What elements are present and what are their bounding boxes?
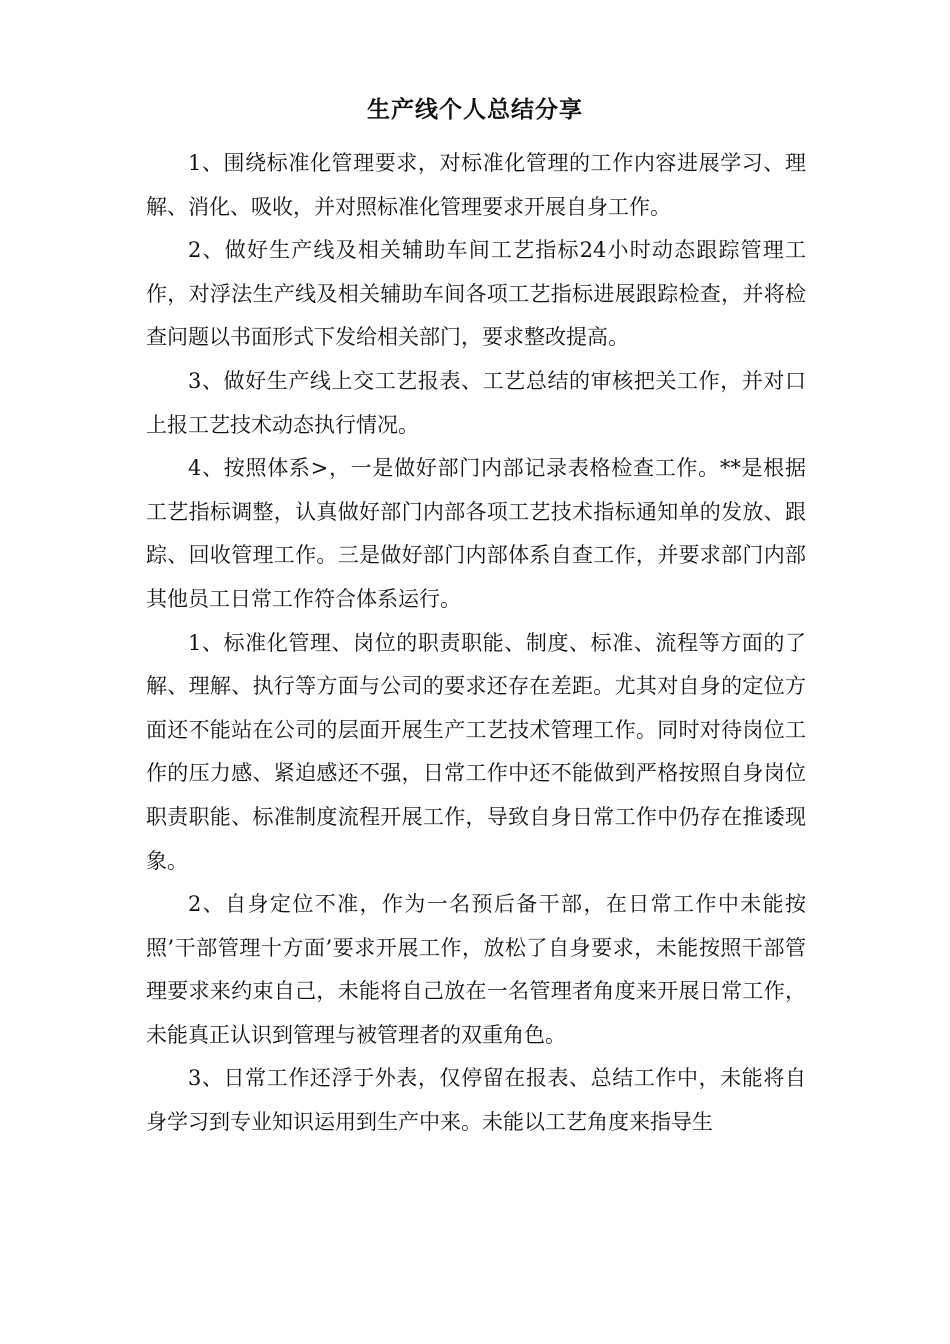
paragraph-4: 4、按照体系>，一是做好部门内部记录表格检查工作。**是根据工艺指标调整，认真做好部门内部各项工艺技术指标通知单的发放、跟踪、回收管理工作。三是做好部门内部体系自查工作，并要求部门内部其他员工日常工作符合体系运行。 [146, 456, 806, 611]
paragraph-3: 3、做好生产线上交工艺报表、工艺总结的审核把关工作，并对口上报工艺技术动态执行情况。 [146, 368, 806, 437]
document-title: 生产线个人总结分享 [367, 96, 583, 123]
paragraph-1: 1、围绕标准化管理要求，对标准化管理的工作内容进展学习、理解、消化、吸收，并对照标准化管理要求开展自身工作。 [146, 151, 806, 219]
paragraph-7: 3、日常工作还浮于外表，仅停留在报表、总结工作中，未能将自身学习到专业知识运用到生产中来。未能以工艺角度来指导生 [146, 1066, 806, 1135]
paragraph-2: 2、做好生产线及相关辅助车间工艺指标24小时动态跟踪管理工作，对浮法生产线及相关辅助车间各项工艺指标进展跟踪检查，并将检查问题以书面形式下发给相关部门，要求整改提高。 [146, 238, 806, 350]
paragraph-5: 1、标准化管理、岗位的职责职能、制度、标准、流程等方面的了解、理解、执行等方面与公司的要求还存在差距。尤其对自身的定位方面还不能站在公司的层面开展生产工艺技术管理工作。同时对待岗位工作的压力感、紧迫感还不强，日常工作中还不能做到严格按照自身岗位职责职能、标准制度流程开展工作，导致自身日常工作中仍存在推诿现象。 [146, 630, 806, 873]
paragraph-6: 2、自身定位不准，作为一名预后备干部，在日常工作中未能按照’干部管理十方面’要求开展工作，放松了自身要求，未能按照干部管理要求来约束自己，未能将自己放在一名管理者角度来开展日常工作，未能真正认识到管理与被管理者的双重角色。 [146, 892, 806, 1047]
document-body [146, 142, 806, 1145]
